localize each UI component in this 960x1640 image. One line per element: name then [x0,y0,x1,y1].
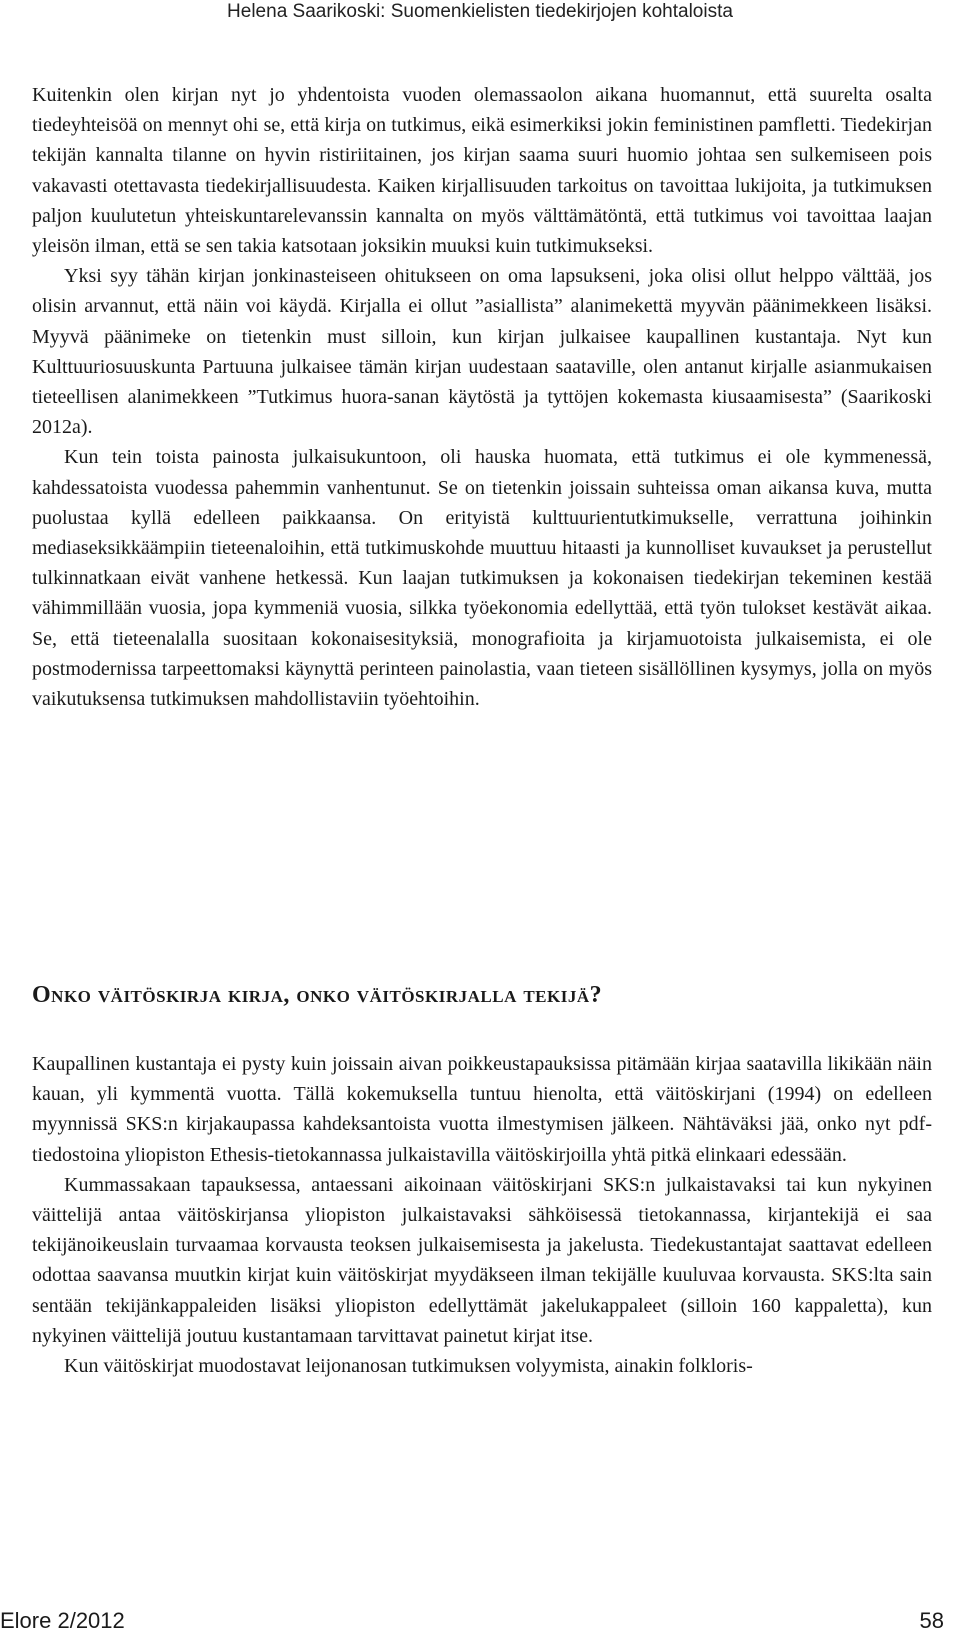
paragraph: Kaupallinen kustantaja ei pysty kuin joissain aivan poikkeustapauksissa pitämään kirjaa saatavilla likikään näin kauan, yli kymmentä vuotta. Tällä kokemuksella tuntuu hienolta, että väitöskirjani (1994) on edelleen myynnissä SKS:n kirjakaupassa kahdeksantoista vuotta ilmestymisen jälkeen. Nähtäväksi jää, onko nyt pdf-tiedostoina yliopiston Ethesis-tietokannassa julkaistavilla väitöskirjoilla yhtä pitkä elinkaari edessään. [32,1053,932,1166]
paragraph: Kuitenkin olen kirjan nyt jo yhdentoista vuoden olemassaolon aikana huomannut, että suurelta osalta tiedeyhteisöä on mennyt ohi se, että kirja on tutkimus, eikä esimerkiksi jokin feministinen pamfletti. Tiedekirjan tekijän kannalta tilanne on hyvin ristiriitainen, jos kirjan saama suuri huomio johtaa sen sulkemiseen pois vakavasti otettavasta tiedekirjallisuudesta. Kaiken kirjallisuuden tarkoitus on tavoittaa lukijoita, ja tutkimuksen paljon kuulutetun yhteiskuntarelevanssin kannalta on myös välttämätöntä, että tutkimus voi tavoittaa laajan yleisön ilman, että se sen takia katsotaan joksikin muuksi kuin tutkimukseksi. [32,84,932,258]
paragraph: Yksi syy tähän kirjan jonkinasteiseen ohitukseen on oma lapsukseni, joka olisi ollut helppo välttää, jos olisin arvannut, että näin voi käydä. Kirjalla ei ollut ”asiallista” alanimekettä myyvän päänimekkeen lisäksi. Myyvä päänimeke on tietenkin must silloin, kun kirjan julkaisee kaupallinen kustantaja. Nyt kun Kulttuuriosuuskunta Partuuna julkaisee tämän kirjan uudestaan saataville, olen antanut kirjalle asianmukaisen tieteellisen alanimekkeen ”Tutkimus huora-sanan käytöstä ja tyttöjen kokemasta kiusaamisesta” (Saarikoski 2012a). [32,265,932,439]
paragraph: Kun väitöskirjat muodostavat leijonanosan tutkimuksen volyymista, ainakin folkloris- [64,1355,753,1378]
journal-issue: Elore 2/2012 [0,1608,125,1633]
running-header: Helena Saarikoski: Suomenkielisten tiedekirjojen kohtaloista [227,1,733,22]
page-number: 58 [919,1608,944,1633]
paragraph: Kun tein toista painosta julkaisukuntoon, oli hauska huomata, että tutkimus ei ole kymmenessä, kahdessatoista vuodessa pahemmin vanhentunut. Se on tietenkin joissain suhteissa oman aikansa kuva, mutta puolustaa kyllä edelleen paikkaansa. On erityistä kulttuurientutkimukselle, verrattuna joihinkin mediaseksikkäämpiin tieteenaloihin, että tutkimuskohde muuttuu hitaasti ja kunnolliset kuvaukset ja perustellut tulkinnatkaan eivät vanhene hetkessä. Kun laajan tutkimuksen ja kokonaisen tiedekirjan tekeminen kestää vähimmillään vuosia, jopa kymmeniä vuosia, silkka työekonomia edellyttää, että työn tulokset kestävät aikaa. Se, että tieteenalalla suositaan kokonaisesityksiä, monografioita ja kirjamuotoista julkaisemista, ei ole postmodernissa tarpeettomaksi käynyttä perinteen painolastia, vaan tieteen sisällöllinen kysymys, jolla on myös vaikutuksensa tutkimuksen mahdollistaviin työehtoihin. [32,446,932,711]
paragraph: Kummassakaan tapauksessa, antaessani aikoinaan väitöskirjani SKS:n julkaistavaksi tai kun nykyinen väittelijä antaa väitöskirjansa yliopiston julkaistavaksi sähköisessä tietokannassa, kirjantekijä ei saa tekijänoikeuslain turvaamaa korvausta teoksen julkaisemisesta ja jakelusta. Tiedekustantajat saattavat edelleen odottaa saavansa muutkin kirjat kuin väitöskirjat myydäkseen ilman tekijälle kuuluvaa korvausta. SKS:lta sain sentään tekijänkappaleiden lisäksi yliopiston edellyttämät jakelukappaleet (silloin 160 kappaletta), kun nykyinen väittelijä joutuu kustantamaan tarvittavat painetut kirjat itse. [32,1173,932,1347]
section-1-body [32,80,932,714]
section-heading: Onko väitöskirja kirja, onko väitöskirjalla tekijä? [32,982,603,1008]
section-2-body [32,1049,932,1381]
